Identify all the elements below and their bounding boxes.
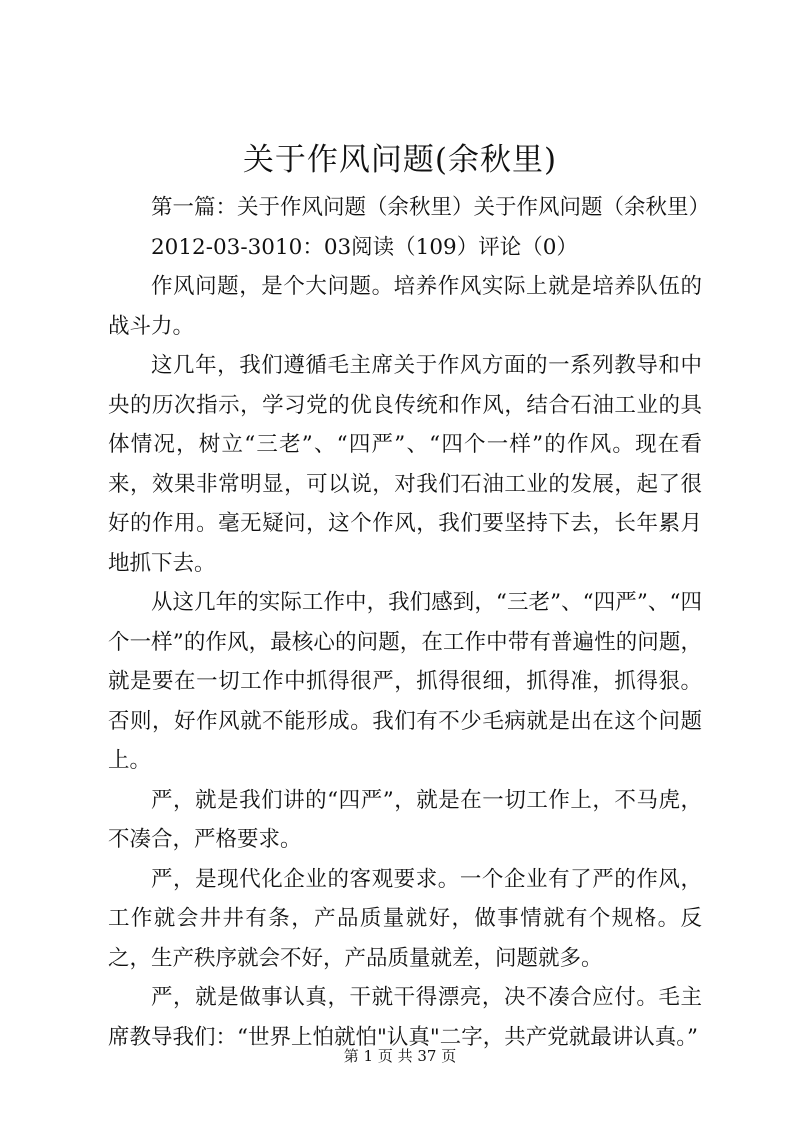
page-number-footer: 第 1 页 共 37 页 bbox=[343, 1047, 457, 1065]
document-body bbox=[108, 188, 711, 1057]
paragraph: 这几年，我们遵循毛主席关于作风方面的一系列教导和中央的历次指示，学习党的优良传统和作风，结合石油工业的具体情况，树立“三老”、“四严”、“四个一样”的作风。现在看来，效果非常明显，可以说，对我们石油工业的发展，起了很好的作用。毫无疑问，这个作风，我们要坚持下去，长年累月地抓下去。 bbox=[108, 353, 702, 576]
paragraph: 严，就是我们讲的“四严”，就是在一切工作上，不马虎，不凑合，严格要求。 bbox=[108, 787, 702, 852]
document-title: 关于作风问题(余秋里) bbox=[242, 142, 558, 178]
paragraph: 2012-03-3010：03阅读（109）评论（0） bbox=[151, 234, 578, 260]
paragraph: 从这几年的实际工作中，我们感到，“三老”、“四严”、“四个一样”的作风，最核心的问题，在工作中带有普遍性的问题，就是要在一切工作中抓得很严，抓得很细，抓得准，抓得狠。否则，好作风就不能形成。我们有不少毛病就是出在这个问题上。 bbox=[108, 590, 702, 773]
paragraph: 严，是现代化企业的客观要求。一个企业有了严的作风，工作就会井井有条，产品质量就好，做事情就有个规格。反之，生产秩序就会不好，产品质量就差，问题就多。 bbox=[108, 866, 702, 971]
paragraph: 严，就是做事认真，干就干得漂亮，决不凑合应付。毛主席教导我们：“世界上怕就怕"认真"二字，共产党就最讲认真。” bbox=[108, 985, 702, 1050]
paragraph: 作风问题，是个大问题。培养作风实际上就是培养队伍的战斗力。 bbox=[108, 274, 702, 339]
paragraph: 第一篇：关于作风问题（余秋里）关于作风问题（余秋里） bbox=[151, 195, 711, 220]
